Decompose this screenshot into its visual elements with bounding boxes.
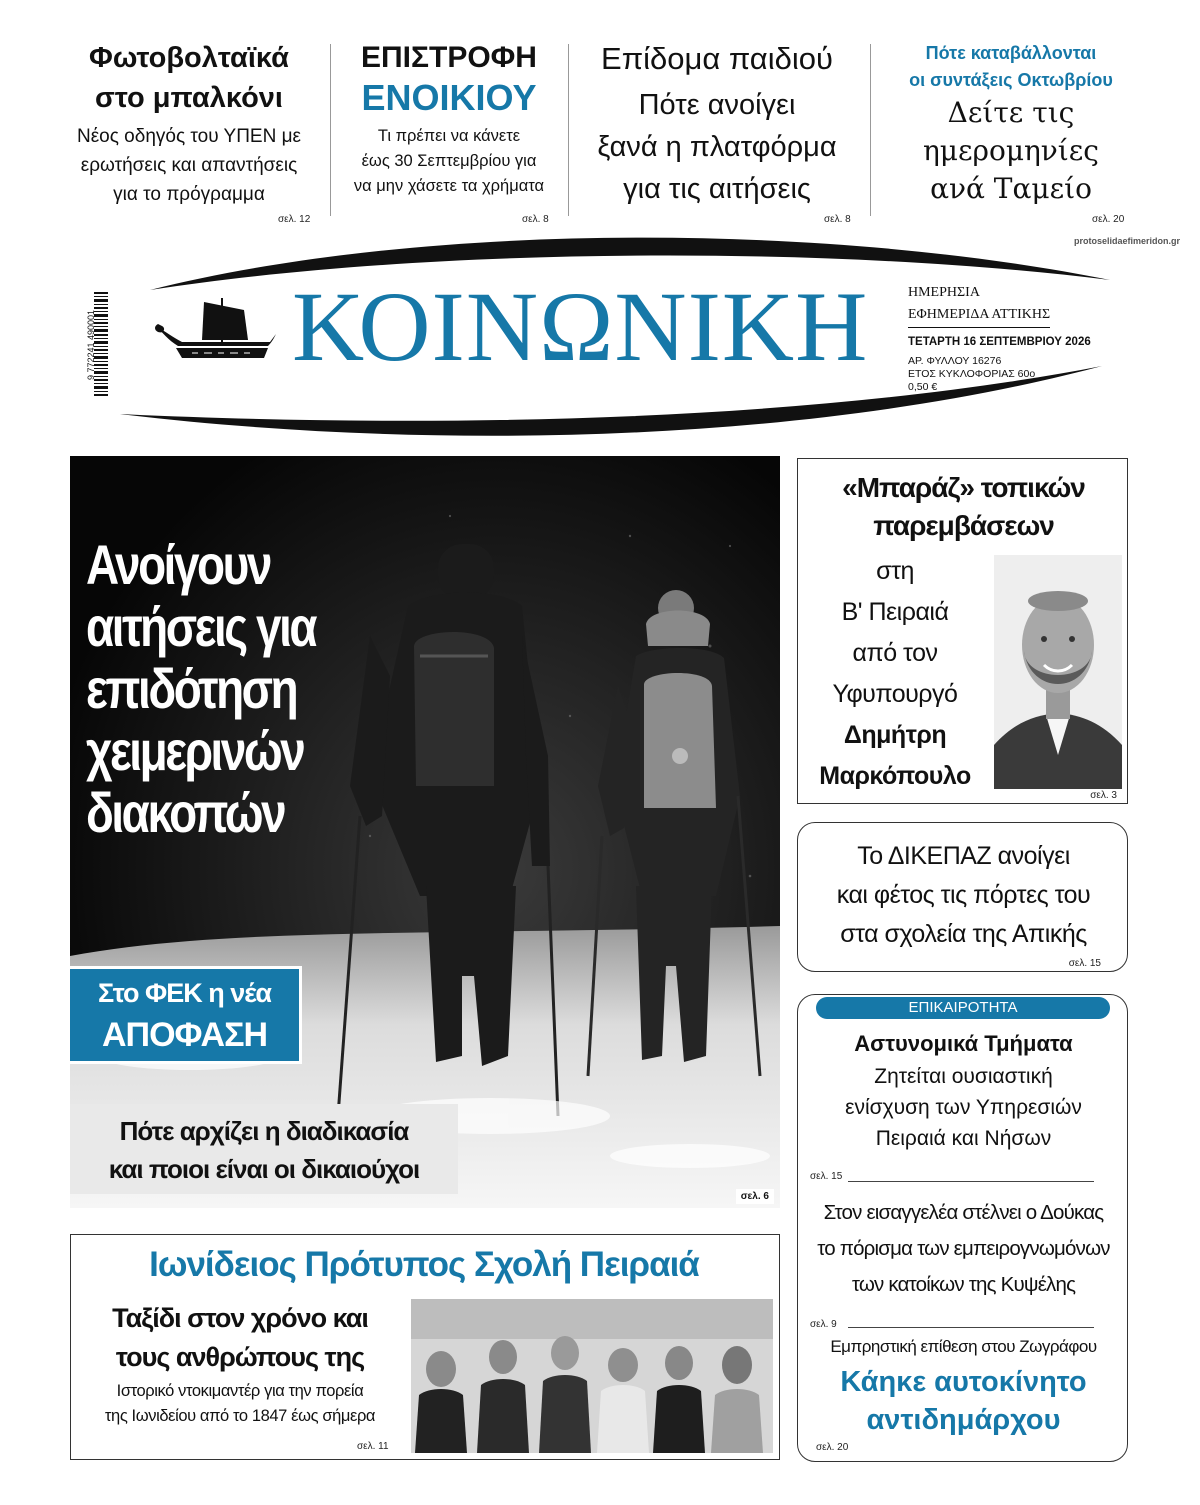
ship-logo-icon (152, 296, 278, 366)
teaser-rent-title: ΕΠΙΣΤΡΟΦΗ ΕΝΟΙΚΙΟΥ (361, 41, 537, 118)
page-ref: σελ. 9 (810, 1319, 837, 1330)
group-photo (411, 1299, 773, 1453)
arson-headline: Κάηκε αυτοκίνητο αντιδημάρχου (840, 1366, 1087, 1436)
publication-year: ΕΤΟΣ ΚΥΚΛΟΦΟΡΙΑΣ 60ο (908, 368, 1036, 380)
teaser-pensions[interactable] (874, 38, 1148, 208)
teaser-child-benefit[interactable] (572, 38, 862, 210)
teaser-child-body: Πότε ανοίγει ξανά η πλατφόρμα για τις αιτήσεις (597, 89, 837, 205)
page-ref: σελ. 15 (810, 1171, 843, 1182)
minister-story[interactable] (797, 458, 1128, 804)
ionideios-story[interactable] (70, 1234, 780, 1460)
page-ref: σελ. 6 (736, 1189, 774, 1204)
page-ref: σελ. 20 (1092, 214, 1125, 225)
page-ref: σελ. 3 (1090, 790, 1117, 801)
divider (848, 1181, 1094, 1182)
police-story[interactable] (798, 1029, 1129, 1154)
issue-date: ΤΕΤΑΡΤΗ 16 ΣΕΠΤΕΜΒΡΙΟΥ 2026 (908, 336, 1091, 348)
teaser-rent[interactable] (336, 38, 562, 199)
barcode-number: 9 772241 490001 (86, 309, 96, 381)
page-ref: σελ. 8 (824, 214, 851, 225)
source-watermark: protoselidaefimeridon.gr (1073, 236, 1180, 246)
page-ref: σελ. 15 (1068, 958, 1101, 969)
page-ref: σελ. 12 (278, 214, 311, 225)
dikepaz-story[interactable] (797, 822, 1128, 972)
masthead-info (908, 282, 1108, 393)
teaser-child-title: Επίδομα παιδιού (601, 41, 833, 76)
lead-subheadline: Πότε αρχίζει η διαδικασία και ποιοι είναι οι δικαιούχοι (70, 1104, 458, 1194)
minister-portrait (994, 555, 1122, 789)
section-label: ΕΠΙΚΑΙΡΟΤΗΤΑ (816, 997, 1110, 1019)
teaser-solar-title: Φωτοβολταϊκά στο μπαλκόνι (89, 42, 289, 114)
column-divider (330, 44, 331, 216)
doukas-story[interactable]: Στον εισαγγελέα στέλνει ο Δούκας το πόρισμα των εμπειρογνωμόνων των κατοίκων της Κυψέλης (817, 1201, 1110, 1296)
minister-text: στη Β' Πειραιά από τον Υφυπουργό Δημήτρη Μαρκόπουλο (819, 557, 971, 790)
barcode (80, 292, 114, 402)
lead-story[interactable] (70, 456, 780, 1208)
teaser-pensions-title: Πότε καταβάλλονται οι συντάξεις Οκτωβρίου (909, 43, 1113, 90)
teaser-solar[interactable] (58, 38, 320, 209)
police-title: Αστυνομικά Τμήματα (854, 1031, 1073, 1056)
teaser-rent-body: Τι πρέπει να κάνετε έως 30 Σεπτεμβρίου για να μην χάσετε τα χρήματα (353, 127, 545, 195)
ionideios-body: Ιστορικό ντοκιμαντέρ για την πορεία της Ιωνιδείου από το 1847 έως σήμερα (104, 1382, 376, 1425)
dikepaz-text: Το ΔΙΚΕΠΑΖ ανοίγει και φέτος τις πόρτες του στα σχολεία της Απικής (836, 842, 1091, 948)
newspaper-name: ΚΟΙΝΩΝΙΚΗ (292, 271, 869, 382)
column-divider (568, 44, 569, 216)
issue-price: 0,50 € (908, 381, 938, 393)
newspaper-subtitle: ΗΜΕΡΗΣΙΑ ΕΦΗΜΕΡΙΔΑ ΑΤΤΙΚΗΣ (908, 282, 1108, 328)
police-body: Ζητείται ουσιαστική ενίσχυση των Υπηρεσιών Πειραιά και Νήσων (845, 1065, 1082, 1150)
page-ref: σελ. 20 (816, 1442, 849, 1453)
page-ref: σελ. 11 (357, 1441, 389, 1452)
lead-badge: Στο ΦΕΚ η νέα ΑΠΟΦΑΣΗ (70, 966, 302, 1064)
minister-headline: «Μπαράζ» τοπικών παρεμβάσεων (842, 472, 1085, 541)
column-divider (870, 44, 871, 216)
ionideios-headline: Ταξίδι στον χρόνο και τους ανθρώπους της (112, 1303, 368, 1372)
news-box (797, 994, 1128, 1462)
ionideios-title: Ιωνίδειος Πρότυπος Σχολή Πειραιά (149, 1245, 699, 1284)
divider (848, 1327, 1094, 1328)
arson-story[interactable] (798, 1335, 1129, 1439)
teaser-solar-body: Νέος οδηγός του ΥΠΕΝ με ερωτήσεις και απαντήσεις για το πρόγραμμα (76, 126, 302, 205)
arson-kicker: Εμπρηστική επίθεση στου Ζωγράφου (830, 1337, 1097, 1356)
teaser-pensions-body: Δείτε τις ημερομηνίες ανά Ταμείο (923, 96, 1099, 205)
lead-headline: Ανοίγουν αιτήσεις για επιδότηση χειμερινών διακοπών (86, 533, 316, 844)
issue-number: ΑΡ. ΦΥΛΛΟΥ 16276 (908, 355, 1002, 367)
page-ref: σελ. 8 (522, 214, 549, 225)
